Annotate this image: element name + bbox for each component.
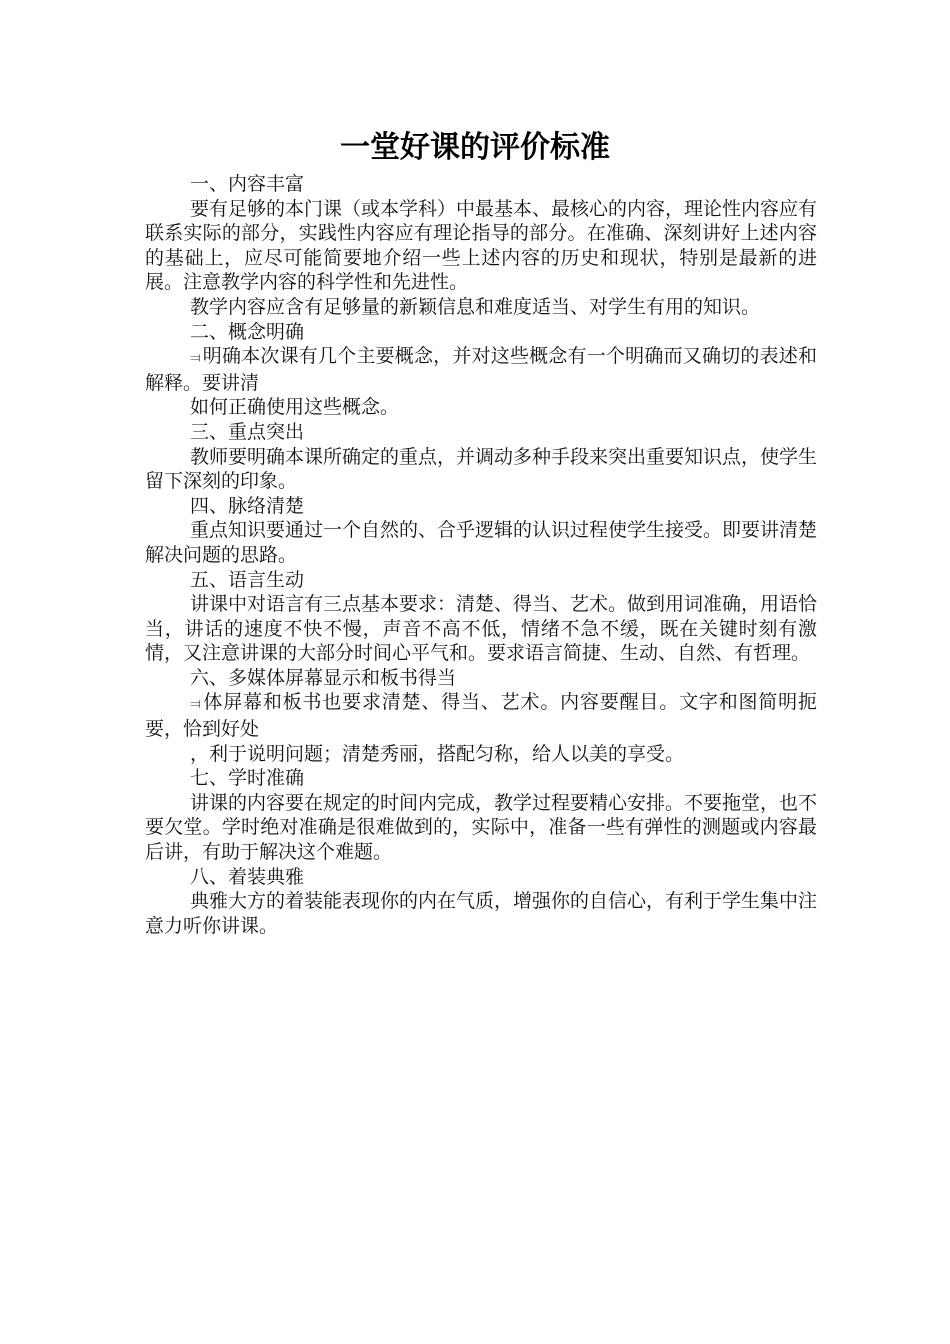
section-6-paragraph-1-text: 体屏幕和板书也要求清楚、得当、艺术。内容要醒目。文字和图简明扼要，恰到好处 <box>145 691 817 741</box>
section-3-paragraph-1: 教师要明确本课所确定的重点，并调动多种手段来突出重要知识点，使学生留下深刻的印象。 <box>145 445 818 493</box>
section-6-paragraph-2: ，利于说明问题；清楚秀丽，搭配匀称，给人以美的享受。 <box>190 742 685 765</box>
section-5-paragraph-1: 讲课中对语言有三点基本要求：清楚、得当、艺术。做到用词准确，用语恰当，讲话的速度不快不慢，声音不高不低，情绪不急不缓，既在关键时刻有激情，又注意讲课的大部分时间心平气和。要求语言简捷、生动、自然、有哲理。 <box>145 593 818 665</box>
equation-glyph-icon: ⫤ <box>190 696 201 713</box>
section-1-paragraph-1: 要有足够的本门课（或本学科）中最基本、最核心的内容，理论性内容应有联系实际的部分，实践性内容应有理论指导的部分。在准确、深刻讲好上述内容的基础上，应尽可能简要地介绍一些上述内容的历史和现状，特别是最新的进展。注意教学内容的科学性和先进性。 <box>145 197 818 294</box>
section-heading-6: 六、多媒体屏幕显示和板书得当 <box>190 666 457 689</box>
section-heading-1: 一、内容丰富 <box>190 173 305 195</box>
section-4-paragraph-1: 重点知识要通过一个自然的、合乎逻辑的认识过程使学生接受。即要讲清楚解决问题的思路。 <box>145 519 818 566</box>
section-heading-3: 三、重点突出 <box>190 420 305 443</box>
section-heading-7: 七、学时准确 <box>190 767 305 790</box>
section-7-paragraph-1: 讲课的内容要在规定的时间内完成，教学过程要精心安排。不要拖堂，也不要欠堂。学时绝对准确是很难做到的，实际中，准备一些有弹性的测题或内容最后讲，有助于解决这个难题。 <box>145 791 818 864</box>
section-heading-2: 二、概念明确 <box>190 320 305 343</box>
document-title: 一堂好课的评价标准 <box>340 130 610 165</box>
section-heading-5: 五、语言生动 <box>190 568 305 591</box>
section-6-paragraph-1 <box>145 690 817 741</box>
section-2-paragraph-1-text: 明确本次课有几个主要概念，并对这些概念有一个明确而又确切的表述和解释。要讲清 <box>145 345 817 394</box>
document-body <box>145 172 817 938</box>
section-heading-8: 八、着装典雅 <box>190 865 305 888</box>
section-heading-4: 四、脉络清楚 <box>190 494 305 517</box>
equation-glyph-icon: ⫤ <box>190 350 201 367</box>
section-8-paragraph-1: 典雅大方的着装能表现你的内在气质，增强你的自信心，有利于学生集中注意力听你讲课。 <box>145 890 818 937</box>
section-2-paragraph-2: 如何正确使用这些概念。 <box>190 396 400 419</box>
section-1-paragraph-2: 教学内容应含有足够量的新颖信息和难度适当、对学生有用的知识。 <box>190 295 761 318</box>
section-2-paragraph-1 <box>145 344 817 395</box>
